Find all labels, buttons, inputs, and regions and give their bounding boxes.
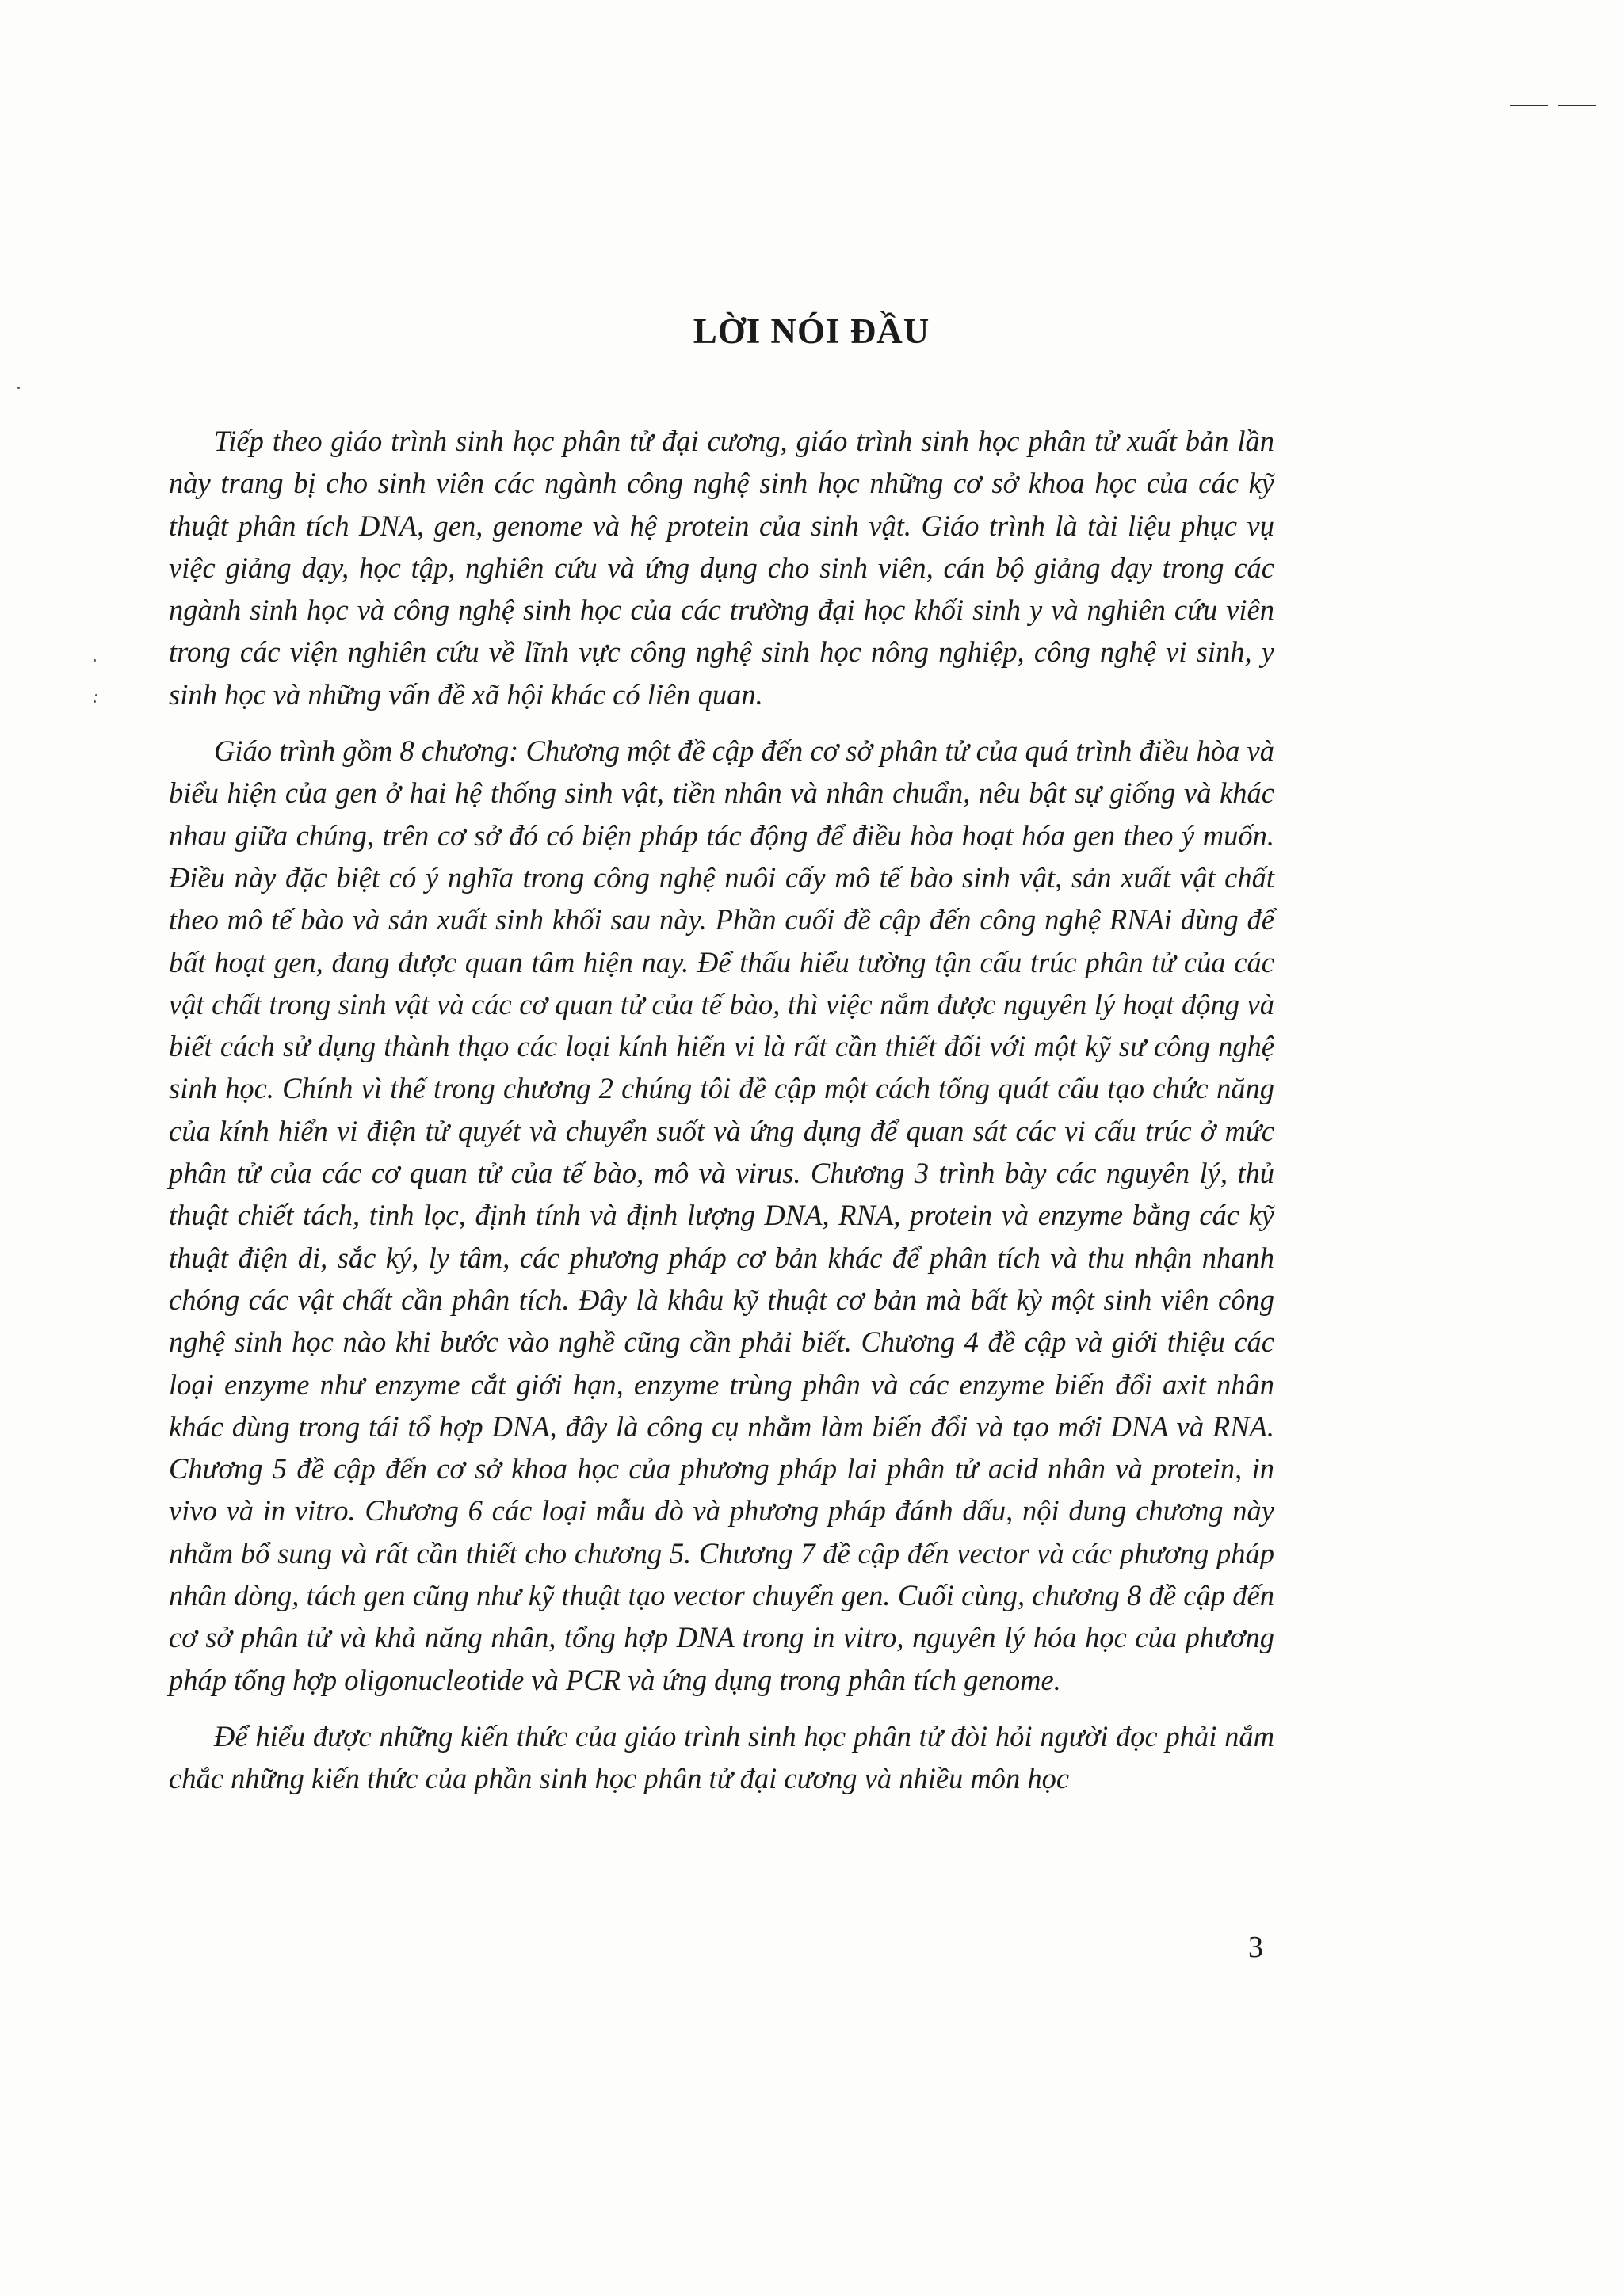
page-number: 3 <box>1248 1931 1263 1964</box>
page-title: LỜI NÓI ĐẦU <box>693 311 930 351</box>
preface-body <box>169 420 1274 1800</box>
paragraph: Tiếp theo giáo trình sinh học phân tử đại cương, giáo trình sinh học phân tử xuất bản lần này trang bị cho sinh viên các ngành công nghệ sinh học những cơ sở khoa học của các kỹ thuật phân tích DNA, gen, genome và hệ protein của sinh vật. Giáo trình là tài liệu phục vụ việc giảng dạy, học tập, nghiên cứu và ứng dụng cho sinh viên, cán bộ giảng dạy trong các ngành sinh học và công nghệ sinh học của các trường đại học khối sinh y và nghiên cứu viên trong các viện nghiên cứu về lĩnh vực công nghệ sinh học nông nghiệp, công nghệ vi sinh, y sinh học và những vấn đề xã hội khác có liên quan. <box>169 425 1274 711</box>
paragraph: Để hiểu được những kiến thức của giáo trình sinh học phân tử đòi hỏi người đọc phải nắm chắc những kiến thức của phần sinh học phân tử đại cương và nhiều môn học <box>169 1719 1274 1795</box>
scan-speck <box>94 659 96 662</box>
scan-mark-line <box>1510 105 1548 106</box>
scan-speck <box>17 387 20 389</box>
scan-speck <box>95 694 97 696</box>
paragraph: Giáo trình gồm 8 chương: Chương một đề cập đến cơ sở phân tử của quá trình điều hòa và biểu hiện của gen ở hai hệ thống sinh vật, tiền nhân và nhân chuẩn, nêu bật sự giống và khác nhau giữa chúng, trên cơ sở đó có biện pháp tác động để điều hòa hoạt hóa gen theo ý muốn. Điều này đặc biệt có ý nghĩa trong công nghệ nuôi cấy mô tế bào sinh vật, sản xuất vật chất theo mô tế bào và sản xuất sinh khối sau này. Phần cuối đề cập đến công nghệ RNAi dùng để bất hoạt gen, đang được quan tâm hiện nay. Để thấu hiểu tường tận cấu trúc phân tử của các vật chất trong sinh vật và các cơ quan tử của tế bào, thì việc nắm được nguyên lý hoạt động và biết cách sử dụng thành thạo các loại kính hiển vi là rất cần thiết đối với một kỹ sư công nghệ sinh học. Chính vì thế trong chương 2 chúng tôi đề cập một cách tổng quát cấu tạo chức năng của kính hiển vi điện tử quyét và chuyển suốt và ứng dụng để quan sát các vi cấu trúc ở mức phân tử của các cơ quan tử của tế bào, mô và virus. Chương 3 trình bày các nguyên lý, thủ thuật chiết tách, tinh lọc, định tính và định lượng DNA, RNA, protein và enzyme bằng các kỹ thuật điện di, sắc ký, ly tâm, các phương pháp cơ bản khác để phân tích và thu nhận nhanh chóng các vật chất cần phân tích. Đây là khâu kỹ thuật cơ bản mà bất kỳ một sinh viên công nghệ sinh học nào khi bước vào nghề cũng cần phải biết. Chương 4 đề cập và giới thiệu các loại enzyme như enzyme cắt giới hạn, enzyme trùng phân và các enzyme biến đổi axit nhân khác dùng trong tái tổ hợp DNA, đây là công cụ nhằm làm biến đổi và tạo mới DNA và RNA. Chương 5 đề cập đến cơ sở khoa học của phương pháp lai phân tử acid nhân và protein, in vivo và in vitro. Chương 6 các loại mẫu dò và phương pháp đánh dấu, nội dung chương này nhằm bổ sung và rất cần thiết cho chương 5. Chương 7 đề cập đến vector và các phương pháp nhân dòng, tách gen cũng như kỹ thuật tạo vector chuyển gen. Cuối cùng, chương 8 đề cập đến cơ sở phân tử và khả năng nhân, tổng hợp DNA trong in vitro, nguyên lý hóa học của phương pháp tổng hợp oligonucleotide và PCR và ứng dụng trong phân tích genome. <box>169 734 1274 1696</box>
scan-speck <box>94 700 96 703</box>
scan-mark-line <box>1558 105 1596 106</box>
